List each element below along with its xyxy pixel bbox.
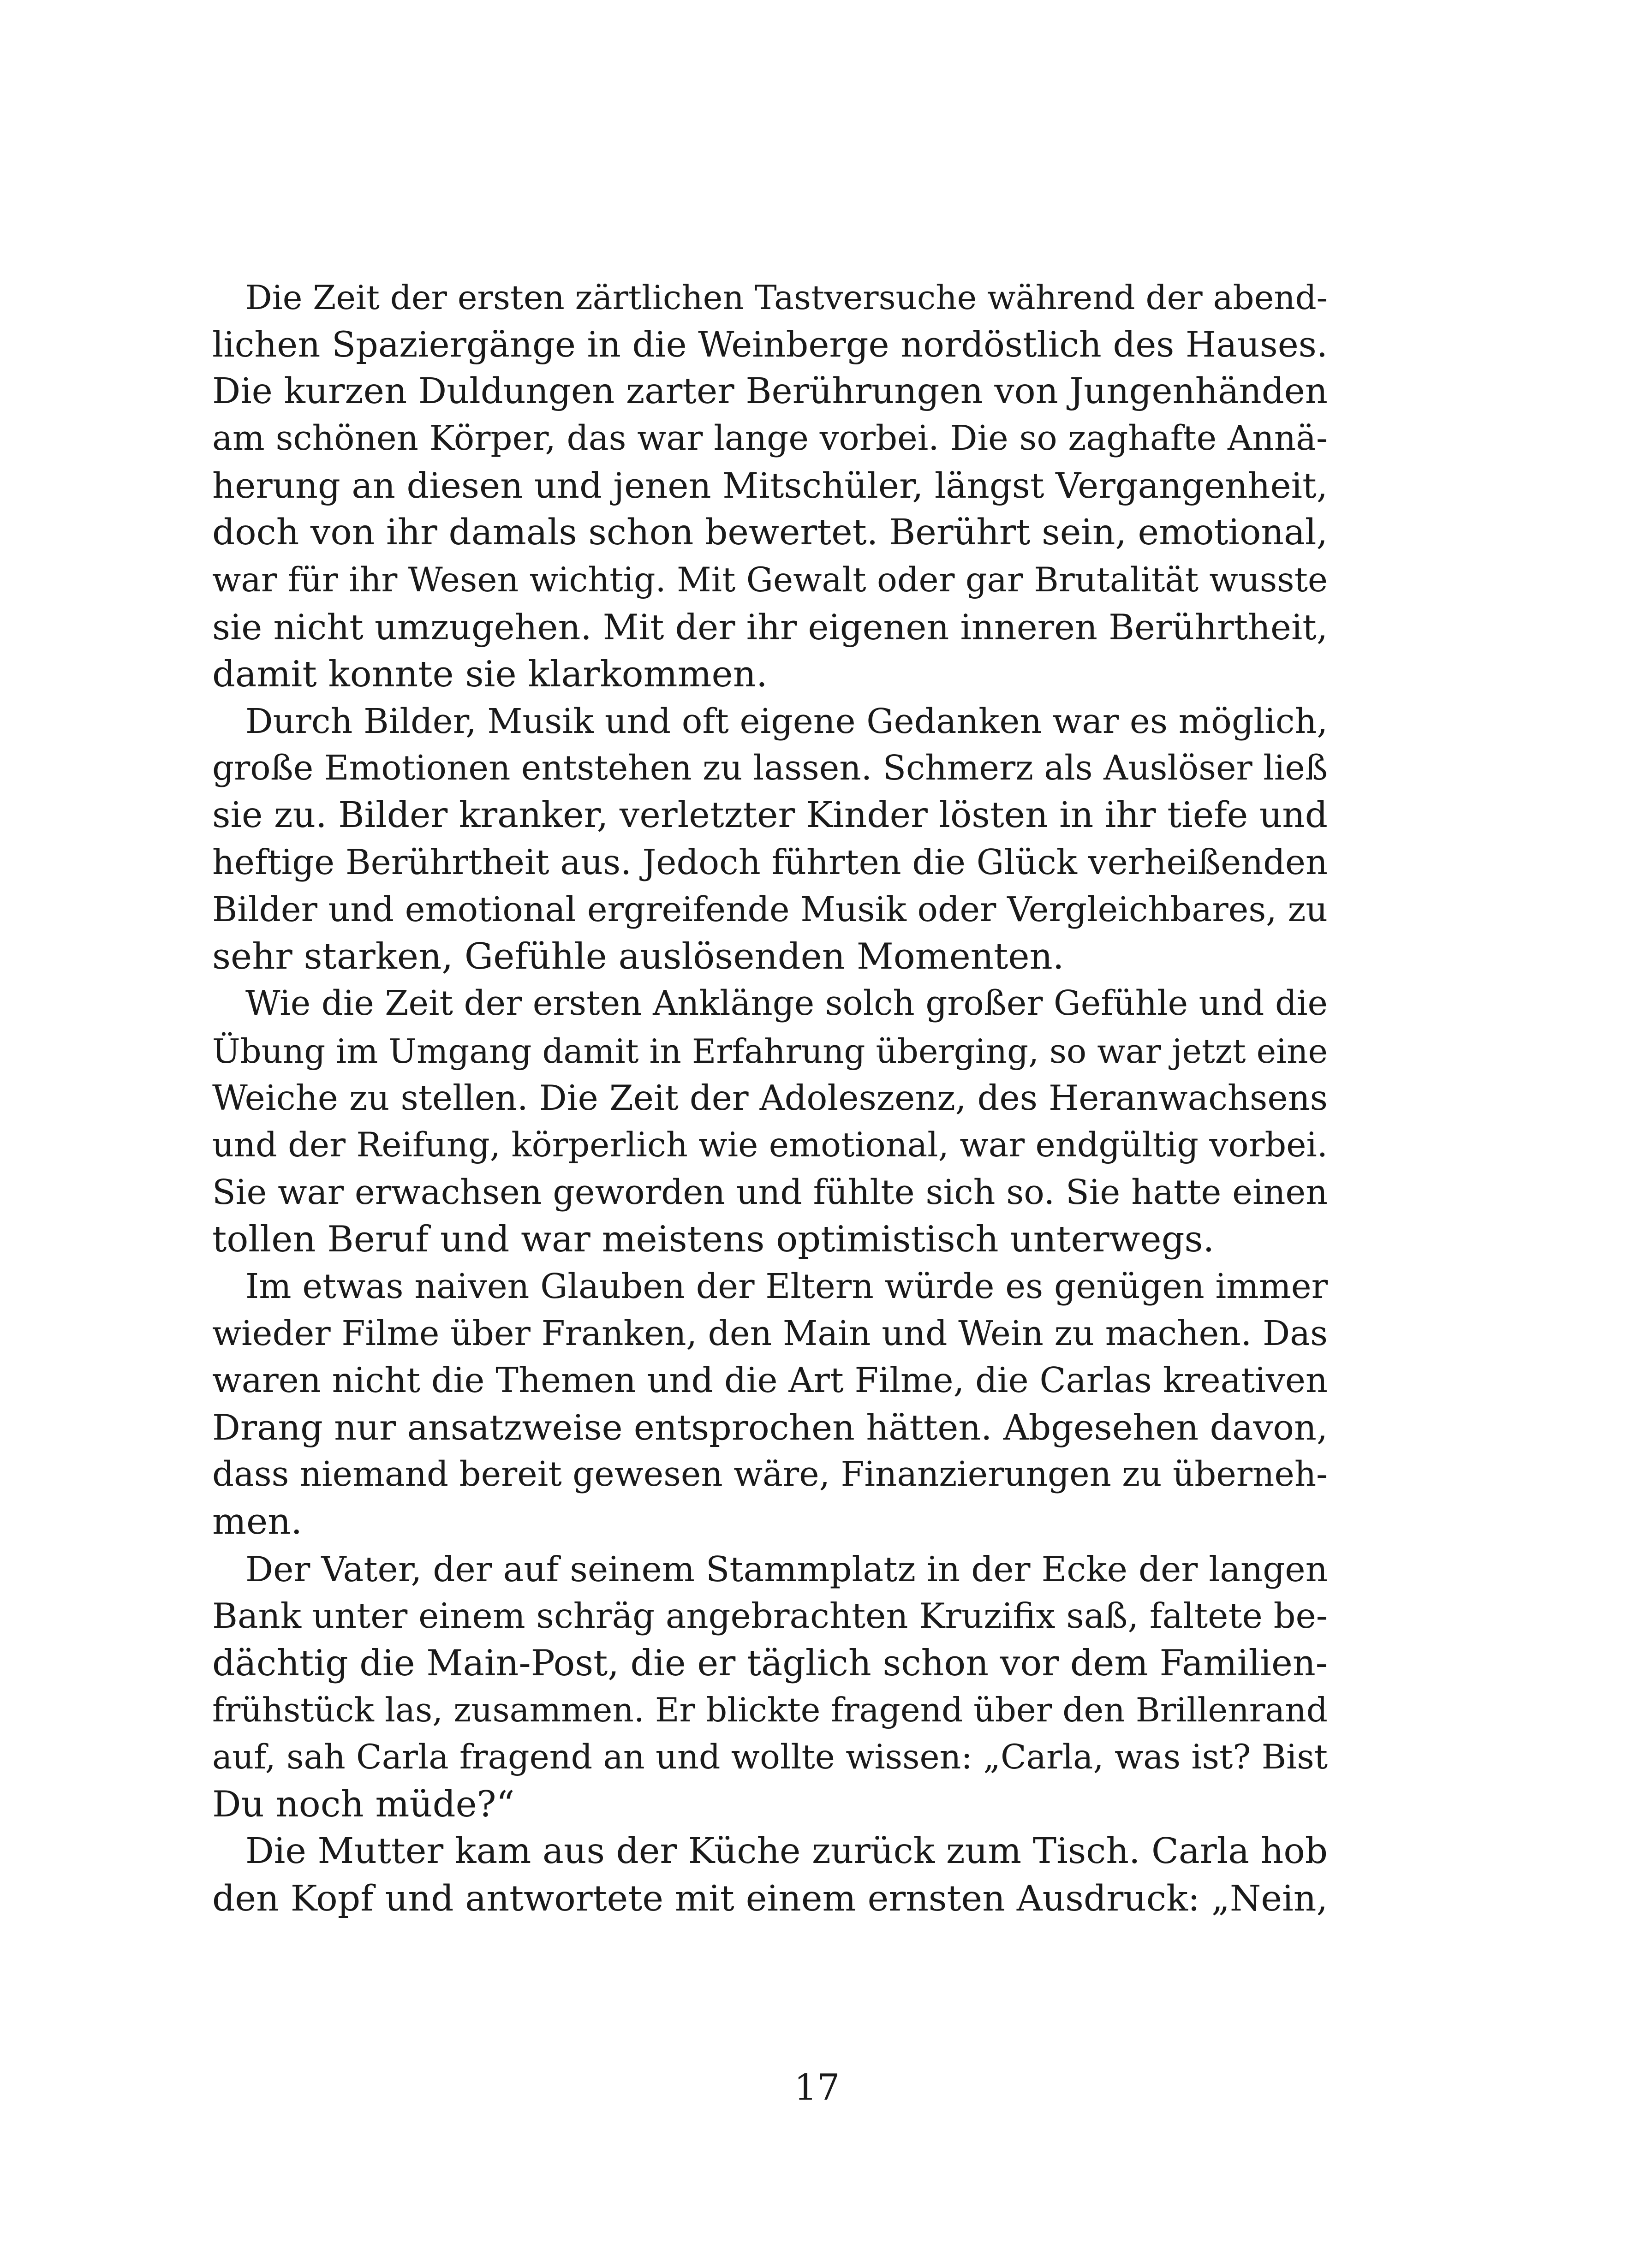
text-line: am schönen Körper, das war lange vorbei. Die so zaghafte Annä- [212,419,1328,458]
text-line: sie nicht umzugehen. Mit der ihr eigenen inneren Berührtheit, [212,606,1328,648]
text-line: men. [212,1501,303,1543]
text-line: große Emotionen entstehen zu lassen. Schmerz als Auslöser ließ [212,748,1328,788]
text-line: heftige Berührtheit aus. Jedoch führten die Glück verheißenden [212,842,1328,883]
text-line: Der Vater, der auf seinem Stammplatz in der Ecke der langen [245,1548,1328,1589]
body-text [212,274,1328,1922]
text-line: sehr starken, Gefühle auslösenden Momenten. [212,936,1064,978]
text-line: den Kopf und antwortete mit einem ernsten Ausdruck: „Nein, [212,1878,1328,1920]
text-line: Die Zeit der ersten zärtlichen Tastversuche während der abend- [245,278,1328,317]
text-line: Im etwas naiven Glauben der Eltern würde es genügen immer [245,1266,1328,1306]
text-line: Drang nur ansatzweise entsprochen hätten. Abgesehen davon, [212,1407,1328,1448]
text-line: Übung im Umgang damit in Erfahrung überging, so war jetzt eine [212,1031,1328,1071]
page-number: 17 [794,2067,840,2108]
text-line: sie zu. Bilder kranker, verletzter Kinder lösten in ihr tiefe und [212,795,1328,836]
text-line: Die kurzen Duldungen zarter Berührungen von Jungenhänden [212,371,1328,412]
text-line: Wie die Zeit der ersten Anklänge solch großer Gefühle und die [245,984,1328,1024]
text-line: tollen Beruf und war meistens optimistisch unterwegs. [212,1218,1215,1260]
text-line: Die Mutter kam aus der Küche zurück zum Tisch. Carla hob [245,1831,1328,1872]
text-line: lichen Spaziergänge in die Weinberge nordöstlich des Hauses. [212,324,1328,365]
text-line: wieder Filme über Franken, den Main und Wein zu machen. Das [212,1314,1328,1354]
text-line: Bilder und emotional ergreifende Musik oder Vergleichbares, zu [212,890,1328,930]
text-line: Weiche zu stellen. Die Zeit der Adoleszenz, des Heranwachsens [212,1077,1328,1118]
text-line: waren nicht die Themen und die Art Filme, die Carlas kreativen [212,1360,1328,1401]
text-line: auf, sah Carla fragend an und wollte wissen: „Carla, was ist? Bist [212,1737,1328,1777]
text-line: dächtig die Main-Post, die er täglich schon vor dem Familien- [212,1642,1328,1684]
text-line: frühstück las, zusammen. Er blickte fragend über den Brillenrand [212,1691,1328,1730]
text-line: Du noch müde?“ [212,1784,515,1825]
text-line: war für ihr Wesen wichtig. Mit Gewalt oder gar Brutalität wusste [212,560,1328,600]
text-line: herung an diesen und jenen Mitschüler, längst Vergangenheit, [212,465,1328,506]
text-line: Durch Bilder, Musik und oft eigene Gedanken war es möglich, [245,701,1328,741]
text-line: Sie war erwachsen geworden und fühlte sich so. Sie hatte einen [212,1172,1328,1212]
text-line: damit konnte sie klarkommen. [212,653,768,695]
text-line: doch von ihr damals schon bewertet. Berührt sein, emotional, [212,512,1328,554]
text-line: Bank unter einem schräg angebrachten Kruzifix saß, faltete be- [212,1595,1328,1636]
text-line: und der Reifung, körperlich wie emotional, war endgültig vorbei. [212,1125,1328,1165]
text-line: dass niemand bereit gewesen wäre, Finanzierungen zu überneh- [212,1455,1328,1494]
